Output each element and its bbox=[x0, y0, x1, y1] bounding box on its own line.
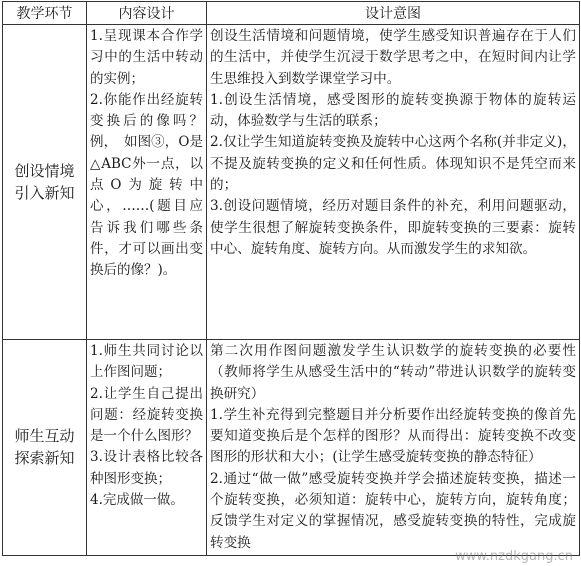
stage-label: 创设情境引入新知 bbox=[14, 162, 75, 202]
table-header-row bbox=[3, 2, 580, 25]
stage-cell bbox=[3, 25, 87, 340]
intent-item: 创设生活情境和问题情境，使学生感受知识普遍存在于人们的生活中，并使学生沉浸于数学思考之中，在短时间内让学生思维投入到数学课堂学习中。 bbox=[210, 28, 576, 87]
content-item: 2.让学生自己提出问题：经旋转变换是一个什么图形？ bbox=[90, 385, 203, 445]
header-stage: 教学环节 bbox=[3, 2, 87, 25]
watermark: www.nzdkgang.cn bbox=[455, 549, 573, 564]
intent-cell bbox=[207, 25, 580, 340]
content-item: 1.师生共同讨论以上作图问题； bbox=[90, 343, 203, 381]
content-item: 4.完成做一做。 bbox=[90, 492, 184, 509]
lesson-design-table bbox=[2, 1, 580, 556]
intent-item: 1.学生补充得到完整题目并分析要作出经旋转变换的像首先要知道变换后是个怎样的图形？从而得出：旋转变换不改变图形的形状和大小；(让学生感受旋转变换的静态特征） bbox=[210, 406, 576, 466]
intent-item: 第二次用作图问题激发学生认识数学的旋转变换的必要性（教师将学生从感受生活中的“转动”带进认识数学的旋转变换研究） bbox=[210, 343, 576, 402]
stage-cell bbox=[3, 340, 87, 556]
table-row bbox=[3, 25, 580, 340]
intent-cell bbox=[207, 340, 580, 556]
intent-item: 1.创设生活情境，感受图形的旋转变换源于物体的旋转运动，体验数学与生活的联系； bbox=[210, 91, 576, 130]
intent-item: 2.仅让学生知道旋转变换及旋转中心这两个名称(并非定义)，不提及旋转变换的定义和任何性质。体现知识不是凭空而来的； bbox=[210, 134, 576, 194]
content-item: 3.设计表格比较各种图形变换； bbox=[90, 449, 203, 487]
content-cell bbox=[87, 340, 207, 556]
table-row bbox=[3, 340, 580, 556]
content-item: 1.呈现课本合作学习中的生活中转动的实例； bbox=[90, 28, 203, 87]
stage-label: 师生互动探索新知 bbox=[14, 427, 75, 468]
header-content: 内容设计 bbox=[87, 2, 207, 25]
content-item: 2.你能作出经旋转变换后的像吗？例， 如图③，O是△ABC外一点，以点O为旋转中心，……(题目应告诉我们哪些条件，才可以画出变换后的像？)。 bbox=[90, 91, 203, 279]
intent-item: 3.创设问题情境，经历对题目条件的补充，利用问题驱动，使学生很想了解旋转变换条件，即旋转变换的三要素：旋转中心、旋转角度、旋转方向。从而激发学生的求知欲。 bbox=[210, 198, 576, 257]
intent-item: 2.通过“做一做”感受旋转变换并学会描述旋转变换，描述一个旋转变换，必须知道：旋转中心，旋转方向，旋转角度；反馈学生对定义的掌握情况，感受旋转变换的特性，完成旋转变换 bbox=[210, 470, 576, 551]
content-cell bbox=[87, 25, 207, 340]
header-intent: 设计意图 bbox=[207, 2, 580, 25]
